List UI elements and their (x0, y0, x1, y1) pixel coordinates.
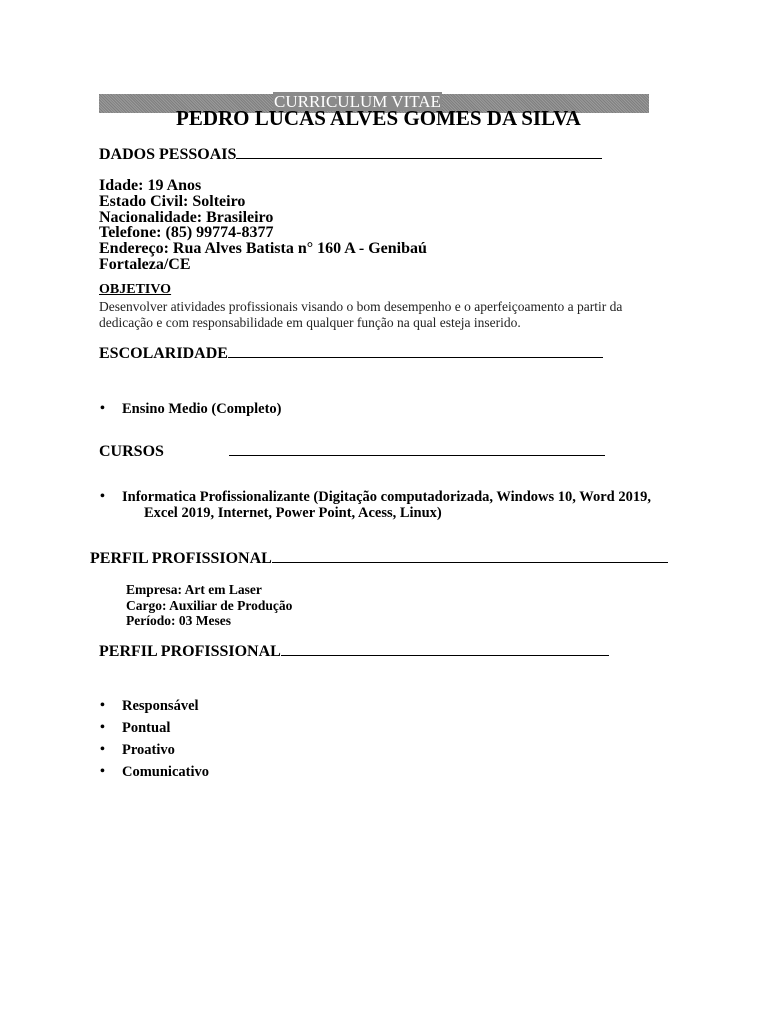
section-profile-label-1: PERFIL PROFISSIONAL (90, 550, 272, 567)
section-rule (281, 654, 609, 656)
address: Endereço: Rua Alves Batista n° 160 A - Genibaú (99, 240, 427, 258)
section-profile-heading-2 (99, 643, 609, 661)
nationality: Nacionalidade: Brasileiro (99, 208, 274, 226)
personal-info (99, 178, 427, 273)
section-rule (236, 157, 602, 159)
experience-block (126, 582, 292, 629)
courses-list (100, 489, 651, 521)
section-courses-label: CURSOS (99, 443, 164, 460)
section-personal-heading (99, 146, 602, 164)
objective-text: Desenvolver atividades profissionais visando o bom desempenho e o aperfeiçoamento a partir da dedicação e com responsabilidade em qualquer função na qual esteja inserido. (99, 299, 623, 330)
course-line-1: • Informatica Profissionalizante (Digitação computadorizada, Windows 10, Word 2019, (122, 489, 651, 505)
list-item: • Pontual (100, 720, 209, 736)
phone: Telefone: (85) 99774-8377 (99, 224, 274, 242)
section-schooling-heading (99, 345, 603, 363)
section-schooling-label: ESCOLARIDADE (99, 345, 228, 362)
list-item: • Ensino Medio (Completo) (100, 401, 282, 417)
company: Empresa: Art em Laser (126, 582, 262, 597)
section-rule (272, 561, 668, 563)
section-profile-heading-1 (90, 550, 668, 568)
city: Fortaleza/CE (99, 255, 191, 273)
banner-title: CURRICULUM VITAE (274, 92, 441, 111)
civil-status: Estado Civil: Solteiro (99, 192, 246, 210)
objective-title: OBJETIVO (99, 282, 172, 297)
schooling-list (100, 401, 282, 417)
course-line-2: Excel 2019, Internet, Power Point, Acess, Linux) (144, 505, 442, 521)
section-rule (228, 356, 603, 358)
list-item: • Proativo (100, 742, 209, 758)
section-personal-label: DADOS PESSOAIS (99, 146, 237, 163)
role: Cargo: Auxiliar de Produção (126, 597, 293, 613)
period: Período: 03 Meses (126, 613, 231, 628)
list-item: • Comunicativo (100, 764, 209, 780)
traits-list (100, 698, 209, 780)
section-rule (229, 454, 605, 456)
list-item: • Responsável (100, 698, 209, 714)
section-courses-heading (99, 443, 605, 461)
list-item (100, 489, 651, 521)
age: Idade: 19 Anos (99, 177, 202, 194)
section-profile-label-2: PERFIL PROFISSIONAL (99, 643, 281, 660)
candidate-name: PEDRO LUCAS ALVES GOMES DA SILVA (176, 106, 581, 130)
